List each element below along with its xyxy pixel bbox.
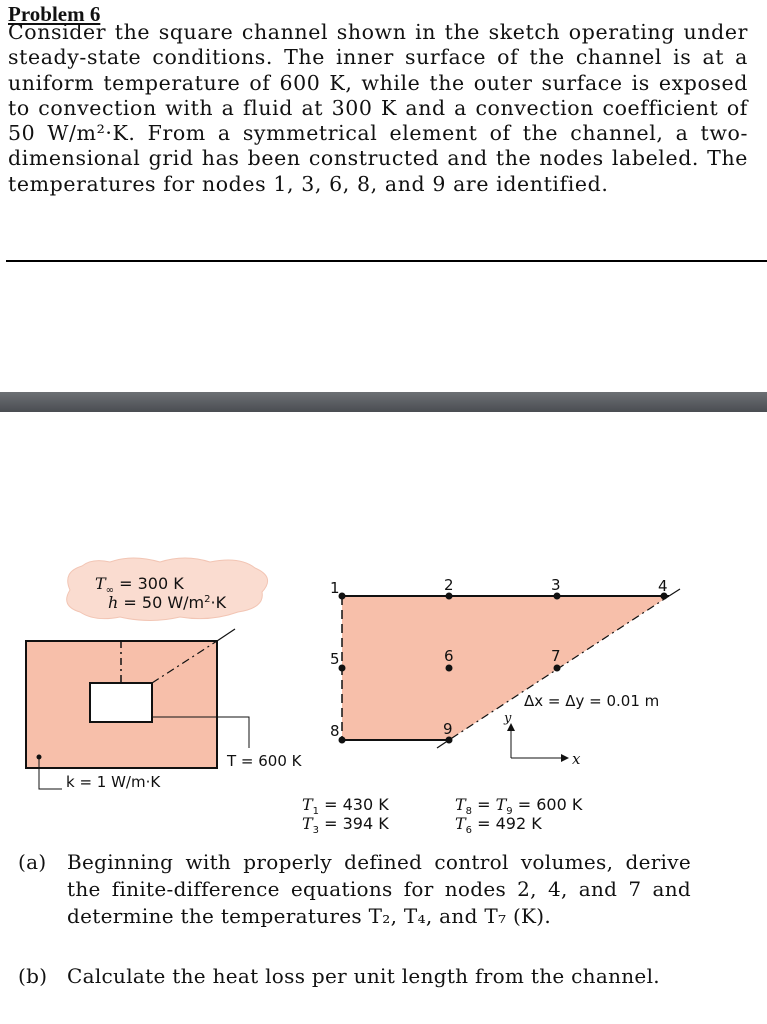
square-channel [26,629,249,789]
node-1 [339,593,346,600]
convection-cloud [67,558,268,621]
question-b-text: Calculate the heat loss per unit length from the channel. [67,964,660,988]
t8-t9-value: $T_8 = T_9 = 600$ K [455,795,583,817]
conductivity-label: k = 1 W/m·K [66,773,161,791]
problem-statement: Consider the square channel shown in the sketch operating under steady-state conditions. The inner surface of the channel is at a uniform temperature of 600 K, while the outer surface is exposed to convection with a fluid at 300 K and a convection coefficient of 50 W/m²·K. From a symmetrical element of the channel, a two-dimensional grid has been constructed and the nodes labeled. The temperatures for nodes 1, 3, 6, 8, and 9 are identified. [8,20,748,196]
question-a-text: Beginning with properly defined control volumes, derive the finite-difference equations for nodes 2, 4, and 7 and determine the temperatures T₂, T₄, and T₇ (K). [67,850,691,928]
t6-value: $T_6 = 492$ K [455,814,542,836]
node-label-2: 2 [444,576,454,594]
node-label-3: 3 [551,576,561,594]
node-5 [339,665,346,672]
node-6 [446,665,453,672]
question-b [18,963,698,1023]
node-label-6: 6 [444,647,454,665]
t1-value: $T_1 = 430$ K [302,795,389,817]
divider-line [6,260,767,262]
node-label-1: 1 [330,579,340,597]
node-label-8: 8 [330,722,340,740]
convection-coefficient-label: h = 50 $W/m^2\cdot K$ [108,593,227,612]
node-label-5: 5 [330,650,340,668]
grid-spacing-label: Δx = Δy = 0.01 m [524,692,660,710]
ambient-temp-label: $T_\infty = 300$ K [95,574,184,596]
question-a [18,849,698,959]
node-label-9: 9 [443,720,453,738]
node-8 [339,737,346,744]
question-a-label: (a) [18,850,47,874]
channel-figure [0,545,767,845]
node-label-4: 4 [658,577,668,595]
x-axis-label: x [572,750,581,768]
gray-separator-band [0,392,767,412]
t3-value: $T_3 = 394$ K [302,814,389,836]
coordinate-axes [503,711,581,768]
problem-title: Problem 6 [8,2,101,26]
node-7 [554,665,561,672]
question-b-label: (b) [18,964,48,988]
y-axis-label: y [504,711,512,726]
inner-temp-label: T = 600 K [227,752,302,770]
node-label-7: 7 [551,647,561,665]
